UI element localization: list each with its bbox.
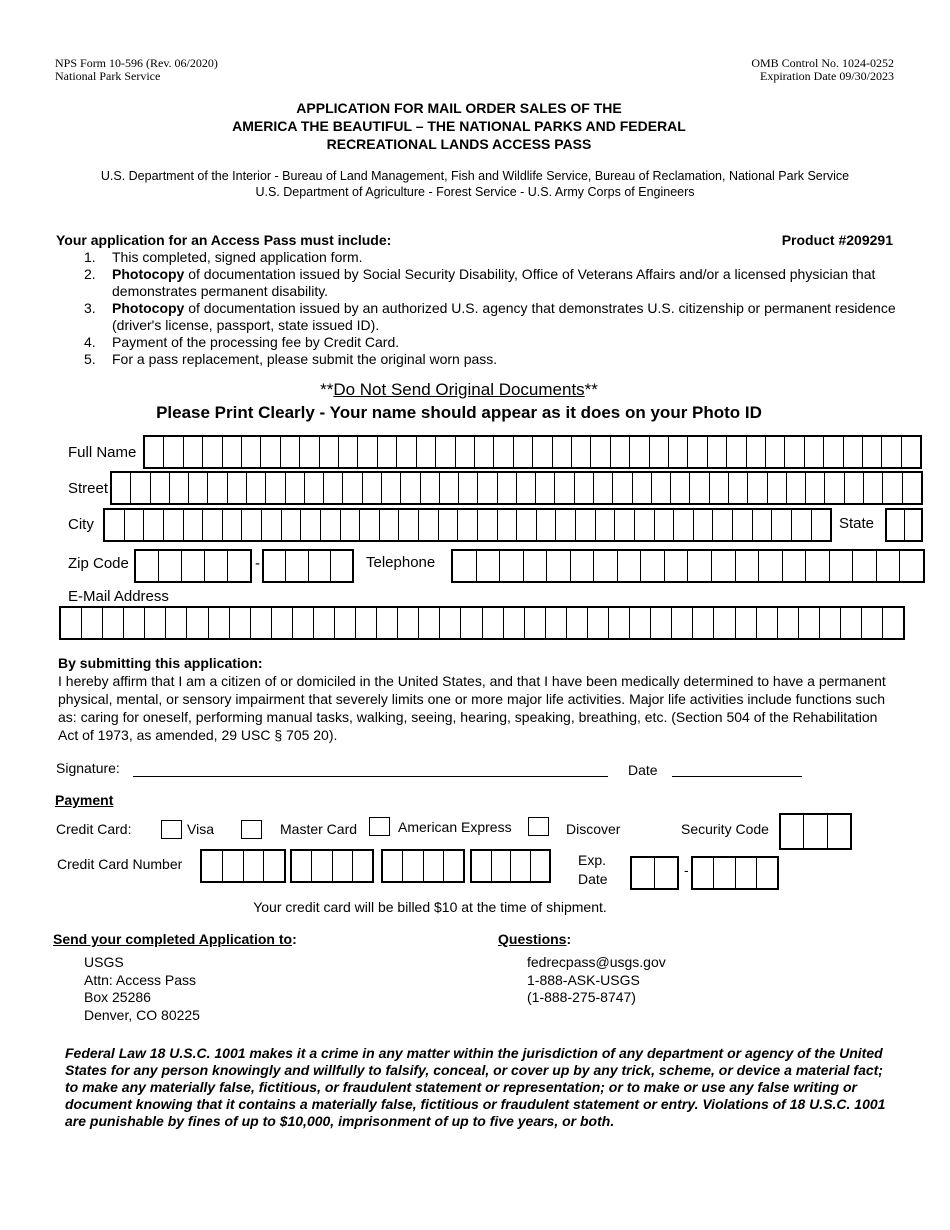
- list-item: 1. This completed, signed application form.: [84, 249, 363, 265]
- character-cell[interactable]: [819, 608, 840, 638]
- character-cell[interactable]: [81, 608, 102, 638]
- character-cell[interactable]: [882, 608, 903, 638]
- character-cell[interactable]: [693, 510, 713, 540]
- character-cell[interactable]: [476, 551, 500, 581]
- character-cell[interactable]: [482, 608, 503, 638]
- character-cell[interactable]: [767, 473, 786, 503]
- discover-checkbox[interactable]: [528, 817, 549, 836]
- character-cell[interactable]: [311, 851, 331, 881]
- character-cell[interactable]: [664, 551, 688, 581]
- federal-law-notice: Federal Law 18 U.S.C. 1001 makes it a crime in any matter within the jurisdiction of any department or agency of the United States for any person knowingly and willfully to falsify, conceal, or cover up by any trick, scheme, or device a material fact; to make any materially false, fictitious, or fraudulent statement or representation; or to make or use any false writing or document knowing that it contains a materially false, fictitious or fraudulent statement or entry. Violations of 18 U.S.C. 1001 are punishable by fines of up to $10,000, imprisonment of up to five years, or both.: [65, 1045, 886, 1129]
- character-cell[interactable]: [271, 608, 292, 638]
- character-cell[interactable]: [308, 551, 330, 581]
- card-number-group-1[interactable]: [200, 849, 286, 883]
- character-cell[interactable]: [340, 510, 360, 540]
- character-cell[interactable]: [355, 608, 376, 638]
- character-cell[interactable]: [435, 437, 454, 467]
- character-cell[interactable]: [861, 608, 882, 638]
- character-cell[interactable]: [169, 473, 188, 503]
- character-cell[interactable]: [136, 551, 158, 581]
- character-cell[interactable]: [250, 608, 271, 638]
- character-cell[interactable]: [453, 551, 476, 581]
- character-cell[interactable]: [575, 510, 595, 540]
- character-cell[interactable]: [829, 551, 853, 581]
- form-header-left: [55, 57, 218, 83]
- character-cell[interactable]: [243, 851, 264, 881]
- form-header-right: [751, 57, 894, 83]
- character-cell[interactable]: [241, 510, 261, 540]
- character-cell[interactable]: [844, 473, 863, 503]
- character-cell[interactable]: [687, 551, 711, 581]
- card-number-group-2[interactable]: [290, 849, 374, 883]
- character-cell[interactable]: [497, 510, 517, 540]
- date-label: Date: [628, 762, 658, 778]
- character-cell[interactable]: [264, 551, 285, 581]
- character-cell[interactable]: [202, 510, 222, 540]
- city-label: City: [68, 516, 94, 533]
- character-cell[interactable]: [222, 437, 241, 467]
- mastercard-checkbox[interactable]: [241, 820, 262, 839]
- mailing-address: USGS Attn: Access Pass Box 25286 Denver, CO 80225: [84, 954, 200, 1023]
- date-line[interactable]: [672, 776, 802, 777]
- character-cell[interactable]: [443, 851, 463, 881]
- character-cell[interactable]: [707, 437, 726, 467]
- character-cell[interactable]: [402, 851, 422, 881]
- character-cell[interactable]: [840, 608, 861, 638]
- email-input[interactable]: [59, 606, 905, 640]
- character-cell[interactable]: [786, 473, 805, 503]
- state-label: State: [839, 515, 875, 532]
- character-cell[interactable]: [420, 473, 439, 503]
- character-cell[interactable]: [735, 608, 756, 638]
- character-cell[interactable]: [516, 510, 536, 540]
- telephone-input[interactable]: [451, 549, 925, 583]
- character-cell[interactable]: [545, 608, 566, 638]
- character-cell[interactable]: [477, 473, 496, 503]
- character-cell[interactable]: [105, 510, 124, 540]
- character-cell[interactable]: [571, 437, 590, 467]
- questions-heading: Questions:: [498, 931, 572, 947]
- card-number-label: Credit Card Number: [57, 856, 183, 872]
- character-cell[interactable]: [692, 608, 713, 638]
- character-cell[interactable]: [612, 473, 631, 503]
- character-cell[interactable]: [261, 510, 281, 540]
- character-cell[interactable]: [334, 608, 355, 638]
- character-cell[interactable]: [439, 473, 458, 503]
- discover-label: Discover: [566, 821, 621, 837]
- character-cell[interactable]: [438, 510, 458, 540]
- character-cell[interactable]: [342, 473, 361, 503]
- character-cell[interactable]: [516, 473, 535, 503]
- character-cell[interactable]: [383, 851, 402, 881]
- email-label: E-Mail Address: [68, 588, 169, 605]
- character-cell[interactable]: [852, 551, 876, 581]
- character-cell[interactable]: [687, 437, 706, 467]
- character-cell[interactable]: [632, 858, 654, 888]
- character-cell[interactable]: [712, 510, 732, 540]
- character-cell[interactable]: [457, 510, 477, 540]
- character-cell[interactable]: [756, 858, 777, 888]
- character-cell[interactable]: [863, 473, 882, 503]
- street-input[interactable]: [110, 471, 923, 505]
- list-item: 3. Photocopy of documentation issued by an authorized U.S. agency that demonstrates U.S. citizenship or permanent residence (driver's license, passport, state issued ID).: [84, 300, 896, 333]
- do-not-send-notice: **Do Not Send Original Documents**: [320, 380, 598, 399]
- character-cell[interactable]: [732, 510, 752, 540]
- character-cell[interactable]: [265, 473, 284, 503]
- character-cell[interactable]: [397, 608, 418, 638]
- character-cell[interactable]: [227, 551, 250, 581]
- character-cell[interactable]: [881, 437, 900, 467]
- character-cell[interactable]: [709, 473, 728, 503]
- character-cell[interactable]: [693, 858, 713, 888]
- character-cell[interactable]: [882, 473, 901, 503]
- product-number: Product #209291: [781, 232, 893, 248]
- questions-email: fedrecpass@usgs.gov: [527, 954, 666, 970]
- character-cell[interactable]: [811, 510, 831, 540]
- character-cell[interactable]: [455, 437, 474, 467]
- signature-line[interactable]: [133, 776, 608, 777]
- city-input[interactable]: [103, 508, 832, 542]
- character-cell[interactable]: [398, 510, 418, 540]
- character-cell[interactable]: [593, 473, 612, 503]
- character-cell[interactable]: [418, 608, 439, 638]
- character-cell[interactable]: [805, 551, 829, 581]
- character-cell[interactable]: [381, 473, 400, 503]
- character-cell[interactable]: [123, 608, 144, 638]
- character-cell[interactable]: [513, 437, 532, 467]
- character-cell[interactable]: [673, 510, 693, 540]
- requirements-list: [84, 249, 904, 368]
- character-cell[interactable]: [670, 473, 689, 503]
- character-cell[interactable]: [735, 551, 759, 581]
- character-cell[interactable]: [359, 510, 379, 540]
- questions-contact: [527, 954, 666, 1007]
- character-cell[interactable]: [304, 473, 323, 503]
- character-cell[interactable]: [726, 437, 745, 467]
- character-cell[interactable]: [458, 473, 477, 503]
- character-cell[interactable]: [472, 851, 491, 881]
- credit-card-label: Credit Card:: [56, 821, 132, 837]
- payment-heading: Payment: [55, 792, 114, 808]
- full-name-label: Full Name: [68, 444, 137, 461]
- character-cell[interactable]: [536, 510, 556, 540]
- character-cell[interactable]: [590, 437, 609, 467]
- character-cell[interactable]: [362, 473, 381, 503]
- list-item: 4. Payment of the processing fee by Credit Card.: [84, 334, 400, 350]
- character-cell[interactable]: [285, 473, 304, 503]
- character-cell[interactable]: [491, 851, 511, 881]
- character-cell[interactable]: [493, 437, 512, 467]
- character-cell[interactable]: [781, 815, 803, 848]
- character-cell[interactable]: [798, 608, 819, 638]
- character-cell[interactable]: [396, 437, 415, 467]
- character-cell[interactable]: [423, 851, 443, 881]
- expiration-date: Expiration Date 09/30/2023: [760, 69, 894, 83]
- character-cell[interactable]: [204, 551, 227, 581]
- character-cell[interactable]: [260, 437, 279, 467]
- character-cell[interactable]: [320, 510, 340, 540]
- character-cell[interactable]: [102, 608, 123, 638]
- character-cell[interactable]: [532, 437, 551, 467]
- character-cell[interactable]: [595, 510, 615, 540]
- exp-date-label: Exp. Date: [578, 852, 608, 887]
- character-cell[interactable]: [530, 851, 550, 881]
- character-cell[interactable]: [587, 608, 608, 638]
- character-cell[interactable]: [319, 437, 338, 467]
- character-cell[interactable]: [523, 551, 547, 581]
- character-cell[interactable]: [765, 437, 784, 467]
- character-cell[interactable]: [163, 510, 183, 540]
- character-cell[interactable]: [503, 608, 524, 638]
- character-cell[interactable]: [338, 437, 357, 467]
- character-cell[interactable]: [292, 608, 313, 638]
- character-cell[interactable]: [163, 437, 182, 467]
- character-cell[interactable]: [150, 473, 169, 503]
- character-cell[interactable]: [654, 858, 677, 888]
- character-cell[interactable]: [416, 437, 435, 467]
- list-item: 2. Photocopy of documentation issued by Social Security Disability, Office of Veterans Affairs and/or a licensed physician that demonstrates permanent disability.: [84, 266, 876, 299]
- character-cell[interactable]: [552, 437, 571, 467]
- security-code-label: Security Code: [681, 821, 769, 837]
- character-cell[interactable]: [130, 473, 149, 503]
- character-cell[interactable]: [477, 510, 497, 540]
- character-cell[interactable]: [357, 437, 376, 467]
- character-cell[interactable]: [747, 473, 766, 503]
- character-cell[interactable]: [804, 437, 823, 467]
- character-cell[interactable]: [202, 851, 222, 881]
- omb-control: OMB Control No. 1024-0252: [751, 56, 894, 70]
- character-cell[interactable]: [144, 608, 165, 638]
- character-cell[interactable]: [805, 473, 824, 503]
- visa-checkbox[interactable]: [161, 820, 182, 839]
- visa-label: Visa: [187, 821, 214, 837]
- zip-label: Zip Code: [68, 555, 129, 572]
- character-cell[interactable]: [771, 510, 791, 540]
- character-cell[interactable]: [777, 608, 798, 638]
- character-cell[interactable]: [570, 551, 594, 581]
- amex-checkbox[interactable]: [369, 817, 390, 836]
- character-cell[interactable]: [650, 608, 671, 638]
- character-cell[interactable]: [887, 510, 904, 540]
- character-cell[interactable]: [593, 551, 617, 581]
- security-code-input[interactable]: [779, 813, 852, 850]
- character-cell[interactable]: [124, 510, 144, 540]
- character-cell[interactable]: [460, 608, 481, 638]
- character-cell[interactable]: [735, 858, 756, 888]
- character-cell[interactable]: [439, 608, 460, 638]
- character-cell[interactable]: [112, 473, 130, 503]
- character-cell[interactable]: [634, 510, 654, 540]
- state-input[interactable]: [885, 508, 923, 542]
- character-cell[interactable]: [377, 437, 396, 467]
- character-cell[interactable]: [555, 510, 575, 540]
- character-cell[interactable]: [671, 608, 692, 638]
- character-cell[interactable]: [208, 608, 229, 638]
- character-cell[interactable]: [876, 551, 900, 581]
- requirements-heading: Your application for an Access Pass must include:: [56, 232, 392, 248]
- send-to-heading: Send your completed Application to:: [53, 931, 297, 947]
- zip-dash: -: [255, 555, 260, 572]
- telephone-label: Telephone: [366, 554, 436, 571]
- character-cell[interactable]: [629, 608, 650, 638]
- character-cell[interactable]: [640, 551, 664, 581]
- character-cell[interactable]: [330, 551, 352, 581]
- character-cell[interactable]: [689, 473, 708, 503]
- character-cell[interactable]: [649, 437, 668, 467]
- character-cell[interactable]: [300, 510, 320, 540]
- character-cell[interactable]: [758, 551, 782, 581]
- character-cell[interactable]: [376, 608, 397, 638]
- affirmation: [58, 654, 898, 744]
- list-item: 5. For a pass replacement, please submit the original worn pass.: [84, 351, 498, 367]
- character-cell[interactable]: [332, 851, 352, 881]
- character-cell[interactable]: [782, 551, 806, 581]
- character-cell[interactable]: [222, 851, 243, 881]
- card-number-group-4[interactable]: [470, 849, 551, 883]
- page-title: APPLICATION FOR MAIL ORDER SALES OF THE AMERICA THE BEAUTIFUL – THE NATIONAL PARKS AND FEDERAL RECREATIONAL LANDS ACCESS PASS: [232, 100, 686, 152]
- character-cell[interactable]: [379, 510, 399, 540]
- character-cell[interactable]: [183, 437, 202, 467]
- character-cell[interactable]: [632, 473, 651, 503]
- exp-year-input[interactable]: [691, 856, 779, 890]
- character-cell[interactable]: [229, 608, 250, 638]
- exp-month-input[interactable]: [630, 856, 679, 890]
- street-label: Street: [68, 480, 109, 497]
- character-cell[interactable]: [499, 551, 523, 581]
- character-cell[interactable]: [535, 473, 554, 503]
- character-cell[interactable]: [843, 437, 862, 467]
- character-cell[interactable]: [752, 510, 772, 540]
- character-cell[interactable]: [246, 473, 265, 503]
- signature-label: Signature:: [56, 760, 120, 776]
- character-cell[interactable]: [281, 510, 301, 540]
- character-cell[interactable]: [713, 608, 734, 638]
- exp-dash: -: [684, 862, 689, 878]
- character-cell[interactable]: [183, 510, 203, 540]
- character-cell[interactable]: [186, 608, 207, 638]
- card-number-group-3[interactable]: [381, 849, 465, 883]
- character-cell[interactable]: [574, 473, 593, 503]
- character-cell[interactable]: [668, 437, 687, 467]
- character-cell[interactable]: [827, 815, 850, 848]
- character-cell[interactable]: [165, 608, 186, 638]
- character-cell[interactable]: [158, 551, 181, 581]
- character-cell[interactable]: [608, 608, 629, 638]
- character-cell[interactable]: [207, 473, 226, 503]
- questions-phone-numeric: (1-888-275-8747): [527, 989, 636, 1005]
- character-cell[interactable]: [510, 851, 530, 881]
- agency-name: National Park Service: [55, 69, 161, 83]
- character-cell[interactable]: [902, 473, 921, 503]
- character-cell[interactable]: [524, 608, 545, 638]
- affirmation-text: I hereby affirm that I am a citizen of or domiciled in the United States, and that I have been medically determined to have a permanent physical, mental, or sensory impairment that severely limits one or more major life activities. Major life activities include functions such as: caring for oneself, performing manual tasks, walking, seeing, hearing, speaking, breathing, etc. (Section 504 of the Rehabilitation Act of 1973, as amended, 29 USC § 705 20).: [58, 673, 886, 743]
- character-cell[interactable]: [713, 858, 734, 888]
- character-cell[interactable]: [292, 851, 311, 881]
- character-cell[interactable]: [617, 551, 641, 581]
- character-cell[interactable]: [145, 437, 163, 467]
- character-cell[interactable]: [313, 608, 334, 638]
- amex-label: American Express: [398, 819, 512, 835]
- character-cell[interactable]: [901, 437, 920, 467]
- character-cell[interactable]: [728, 473, 747, 503]
- affirmation-heading: By submitting this application:: [58, 655, 263, 671]
- character-cell[interactable]: [418, 510, 438, 540]
- character-cell[interactable]: [181, 551, 204, 581]
- character-cell[interactable]: [554, 473, 573, 503]
- character-cell[interactable]: [862, 437, 881, 467]
- character-cell[interactable]: [474, 437, 493, 467]
- character-cell[interactable]: [400, 473, 419, 503]
- zip-plus4-input[interactable]: [262, 549, 354, 583]
- character-cell[interactable]: [263, 851, 284, 881]
- character-cell[interactable]: [352, 851, 372, 881]
- character-cell[interactable]: [546, 551, 570, 581]
- character-cell[interactable]: [323, 473, 342, 503]
- departments: U.S. Department of the Interior - Bureau of Land Management, Fish and Wildlife Service, Bureau of Reclamation, National Park Service U.S. Department of Agriculture - Forest Service - U.S. Army Corps of Engineers: [100, 169, 850, 199]
- character-cell[interactable]: [566, 608, 587, 638]
- character-cell[interactable]: [791, 510, 811, 540]
- character-cell[interactable]: [823, 437, 842, 467]
- character-cell[interactable]: [280, 437, 299, 467]
- character-cell[interactable]: [904, 510, 922, 540]
- print-clearly-notice: Please Print Clearly - Your name should appear as it does on your Photo ID: [156, 403, 762, 422]
- full-name-input[interactable]: [143, 435, 922, 469]
- character-cell[interactable]: [497, 473, 516, 503]
- character-cell[interactable]: [824, 473, 843, 503]
- character-cell[interactable]: [629, 437, 648, 467]
- zip-input[interactable]: [134, 549, 252, 583]
- character-cell[interactable]: [614, 510, 634, 540]
- character-cell[interactable]: [651, 473, 670, 503]
- character-cell[interactable]: [61, 608, 81, 638]
- character-cell[interactable]: [784, 437, 803, 467]
- character-cell[interactable]: [899, 551, 923, 581]
- questions-phone: 1-888-ASK-USGS: [527, 971, 640, 988]
- character-cell[interactable]: [188, 473, 207, 503]
- character-cell[interactable]: [711, 551, 735, 581]
- character-cell[interactable]: [299, 437, 318, 467]
- character-cell[interactable]: [654, 510, 674, 540]
- mastercard-label: Master Card: [280, 821, 358, 837]
- character-cell[interactable]: [241, 437, 260, 467]
- character-cell[interactable]: [227, 473, 246, 503]
- character-cell[interactable]: [610, 437, 629, 467]
- character-cell[interactable]: [746, 437, 765, 467]
- character-cell[interactable]: [222, 510, 242, 540]
- billing-note: Your credit card will be billed $10 at the time of shipment.: [253, 899, 607, 915]
- character-cell[interactable]: [803, 815, 826, 848]
- character-cell[interactable]: [202, 437, 221, 467]
- character-cell[interactable]: [285, 551, 307, 581]
- character-cell[interactable]: [143, 510, 163, 540]
- character-cell[interactable]: [756, 608, 777, 638]
- form-number: NPS Form 10-596 (Rev. 06/2020): [55, 56, 218, 70]
